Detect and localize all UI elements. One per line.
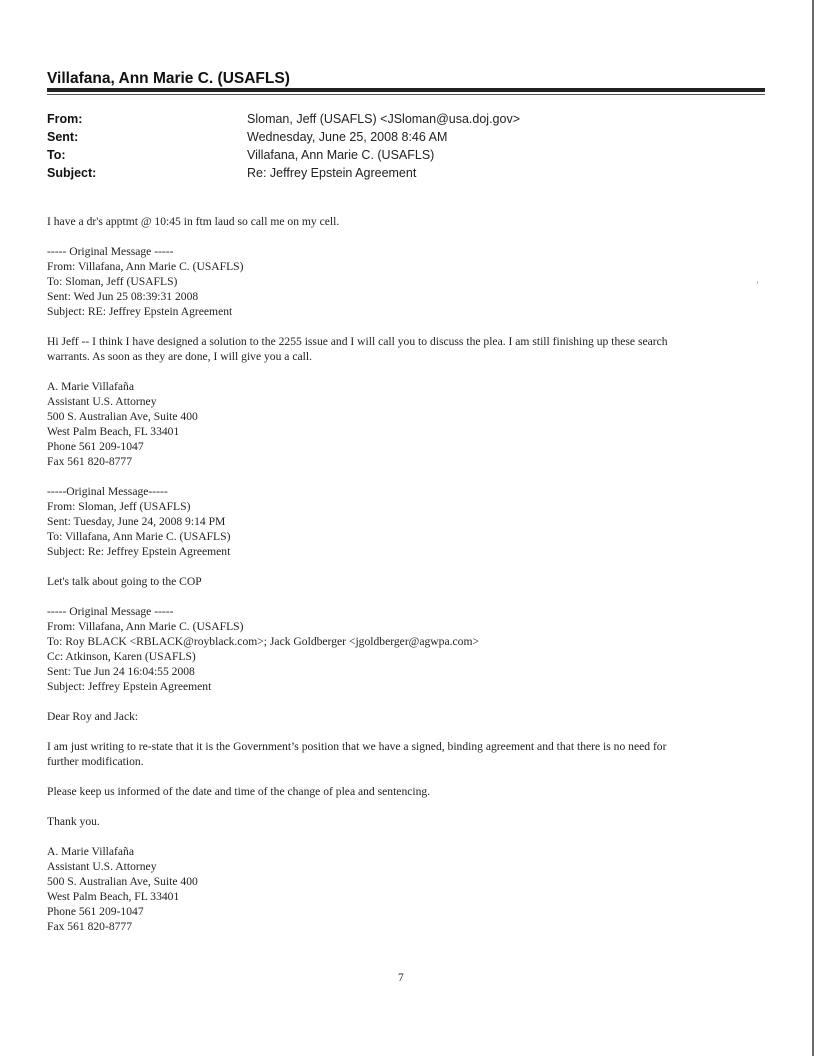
paragraph-line: I am just writing to re-state that it is the Government’s position that we have a signed, binding agreement and that there is no need for — [47, 740, 667, 753]
from-value: Sloman, Jeff (USAFLS) <JSloman@usa.doj.gov> — [247, 112, 521, 126]
reply-text: I have a dr's apptmt @ 10:45 in ftm laud so call me on my cell. — [47, 215, 340, 228]
page-edge-divider — [812, 0, 814, 1056]
original-message-1-text — [47, 334, 767, 364]
original-message-1-header — [47, 244, 767, 319]
closing: Thank you. — [47, 815, 100, 828]
signature-line: Assistant U.S. Attorney — [47, 860, 157, 873]
orig1-header-line: Sent: Wed Jun 25 08:39:31 2008 — [47, 290, 199, 303]
to-label: To: — [47, 148, 66, 162]
orig3-header-line: To: Roy BLACK <RBLACK@royblack.com>; Jack Goldberger <jgoldberger@agwpa.com> — [47, 635, 480, 648]
orig1-header-line: ----- Original Message ----- — [47, 245, 174, 258]
subject-row — [47, 164, 747, 182]
email-body — [47, 214, 767, 949]
signature-line: Phone 561 209-1047 — [47, 905, 144, 918]
orig1-header-line: From: Villafana, Ann Marie C. (USAFLS) — [47, 260, 244, 273]
orig1-header-line: To: Sloman, Jeff (USAFLS) — [47, 275, 178, 288]
orig3-header-line: Sent: Tue Jun 24 16:04:55 2008 — [47, 665, 195, 678]
greeting: Dear Roy and Jack: — [47, 710, 139, 723]
orig2-header-line: To: Villafana, Ann Marie C. (USAFLS) — [47, 530, 231, 543]
sent-value: Wednesday, June 25, 2008 8:46 AM — [247, 130, 448, 144]
signature-line: Fax 561 820-8777 — [47, 920, 133, 933]
header-rule-thick — [47, 88, 765, 92]
orig3-header-line: Subject: Jeffrey Epstein Agreement — [47, 680, 212, 693]
original-message-3-header — [47, 604, 767, 694]
from-label: From: — [47, 112, 83, 126]
orig1-text-line: Hi Jeff -- I think I have designed a solution to the 2255 issue and I will call you to discuss the plea. I am still finishing up these search — [47, 335, 668, 348]
orig3-header-line: ----- Original Message ----- — [47, 605, 174, 618]
orig2-header-line: Subject: Re: Jeffrey Epstein Agreement — [47, 545, 231, 558]
mailbox-owner-title: Villafana, Ann Marie C. (USAFLS) — [47, 70, 290, 87]
subject-value: Re: Jeffrey Epstein Agreement — [247, 166, 417, 180]
signature-line: West Palm Beach, FL 33401 — [47, 425, 180, 438]
orig2-header-line: From: Sloman, Jeff (USAFLS) — [47, 500, 191, 513]
signature-line: 500 S. Australian Ave, Suite 400 — [47, 410, 198, 423]
signature-line: Phone 561 209-1047 — [47, 440, 144, 453]
orig3-header-line: Cc: Atkinson, Karen (USAFLS) — [47, 650, 196, 663]
header-rule-thin — [47, 94, 765, 95]
signature-block-1 — [47, 379, 767, 469]
orig3-header-line: From: Villafana, Ann Marie C. (USAFLS) — [47, 620, 244, 633]
original-message-2-text: Let's talk about going to the COP — [47, 575, 202, 588]
subject-label: Subject: — [47, 166, 97, 180]
email-header — [47, 110, 747, 182]
orig2-header-line: -----Original Message----- — [47, 485, 168, 498]
page-number: 7 — [398, 972, 404, 984]
from-row — [47, 110, 747, 128]
signature-line: 500 S. Australian Ave, Suite 400 — [47, 875, 198, 888]
orig1-header-line: Subject: RE: Jeffrey Epstein Agreement — [47, 305, 233, 318]
to-row — [47, 146, 747, 164]
signature-line: West Palm Beach, FL 33401 — [47, 890, 180, 903]
sent-row — [47, 128, 747, 146]
signature-line: Fax 561 820-8777 — [47, 455, 133, 468]
paragraph-position — [47, 739, 767, 769]
original-message-2-header — [47, 484, 767, 559]
signature-line: Assistant U.S. Attorney — [47, 395, 157, 408]
scan-speck: ʼ — [756, 280, 759, 290]
signature-line: A. Marie Villafaña — [47, 845, 134, 858]
paragraph-line: further modification. — [47, 755, 144, 768]
paragraph-request: Please keep us informed of the date and time of the change of plea and sentencing. — [47, 785, 431, 798]
sent-label: Sent: — [47, 130, 79, 144]
to-value: Villafana, Ann Marie C. (USAFLS) — [247, 148, 435, 162]
signature-line: A. Marie Villafaña — [47, 380, 134, 393]
signature-block-2 — [47, 844, 767, 934]
orig1-text-line: warrants. As soon as they are done, I will give you a call. — [47, 350, 312, 363]
orig2-header-line: Sent: Tuesday, June 24, 2008 9:14 PM — [47, 515, 226, 528]
